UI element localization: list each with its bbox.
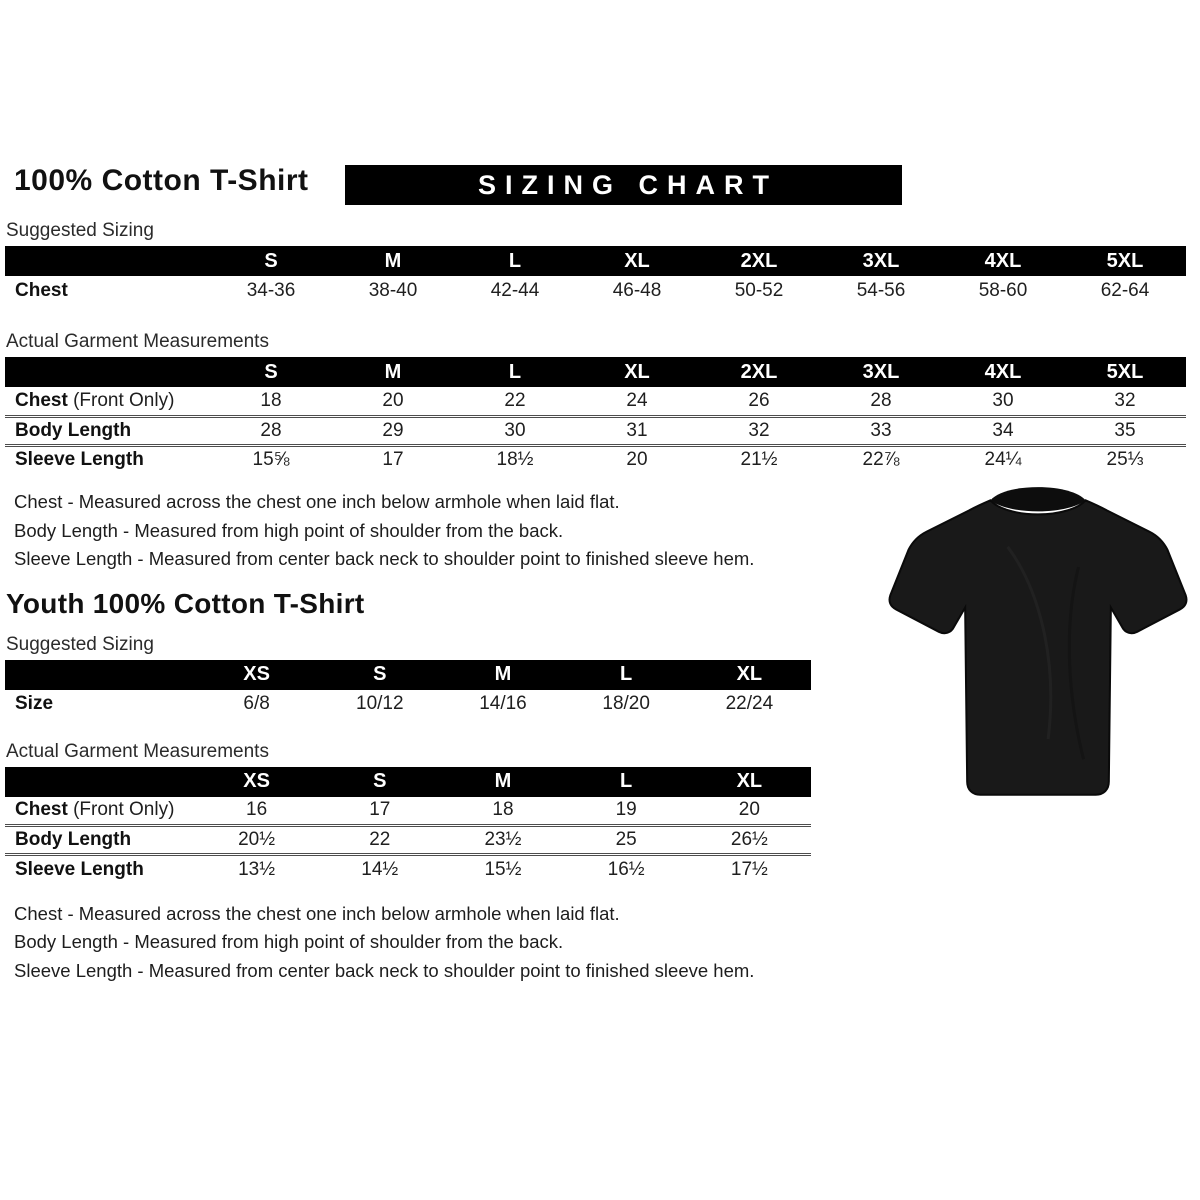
cell: 24: [626, 389, 648, 411]
note-chest: Chest - Measured across the chest one inch below armhole when laid flat.: [14, 902, 620, 924]
size-header: 5XL: [1064, 246, 1186, 276]
table-header-row: [5, 660, 811, 690]
table-row-chest: [5, 387, 1186, 416]
note-chest: Chest - Measured across the chest one inch below armhole when laid flat.: [14, 491, 620, 512]
cell: 18: [492, 799, 514, 821]
size-header: XL: [688, 767, 811, 797]
cell: 18/20: [602, 693, 650, 714]
cell: 42-44: [490, 279, 540, 301]
size-header: S: [318, 660, 441, 690]
note-sleeve-length: Sleeve Length - Measured from center back neck to shoulder point to finished sleeve hem.: [14, 959, 755, 981]
size-header: M: [441, 767, 564, 797]
cell: 14/16: [479, 693, 527, 714]
adult-suggested-sizing-table: [5, 246, 1186, 305]
cell: 20: [738, 799, 760, 821]
adult-suggested-sizing-label: Suggested Sizing: [6, 220, 154, 241]
cell: 15½: [441, 855, 564, 884]
size-header-blank: [5, 246, 210, 276]
cell: 6/8: [243, 693, 270, 714]
cell: 16½: [565, 855, 688, 884]
cell: 10/12: [356, 693, 404, 714]
size-header: XL: [576, 357, 698, 387]
table-row-sleeve-length: [5, 855, 811, 884]
size-header: L: [454, 357, 576, 387]
sizing-chart-banner: [345, 165, 902, 205]
size-header: 4XL: [942, 246, 1064, 276]
tshirt-icon: [885, 476, 1191, 820]
cell: 18½: [454, 445, 576, 474]
cell: 35: [1064, 416, 1186, 445]
youth-actual-measurements-label: Actual Garment Measurements: [6, 740, 269, 762]
cell: 25⅓: [1064, 445, 1186, 474]
row-label: Size: [15, 693, 54, 714]
size-header: 3XL: [820, 246, 942, 276]
cell: 17: [369, 799, 391, 821]
size-header: XL: [688, 660, 811, 690]
size-header: S: [210, 357, 332, 387]
cell: 20: [382, 389, 404, 411]
cell: 26½: [688, 826, 811, 855]
size-header: 2XL: [698, 357, 820, 387]
adult-actual-measurements-table: [5, 357, 1186, 474]
size-header: S: [318, 767, 441, 797]
size-header: L: [565, 660, 688, 690]
size-header: M: [441, 660, 564, 690]
cell: 50-52: [734, 279, 784, 301]
table-row-chest: [5, 797, 811, 826]
youth-measurement-notes: [14, 900, 1200, 986]
cell: 20: [576, 445, 698, 474]
table-row-body-length: [5, 826, 811, 855]
cell: 22: [504, 389, 526, 411]
youth-actual-measurements-table: [5, 767, 811, 884]
cell: 25: [565, 826, 688, 855]
size-header-blank: [5, 357, 210, 387]
row-label: Sleeve Length: [5, 855, 195, 884]
cell: 19: [615, 799, 637, 821]
cell: 54-56: [856, 279, 906, 301]
size-header: M: [332, 246, 454, 276]
size-header: L: [454, 246, 576, 276]
row-label: Body Length: [5, 416, 210, 445]
cell: 34-36: [246, 279, 296, 301]
size-header: S: [210, 246, 332, 276]
youth-suggested-sizing-table: [5, 660, 811, 719]
cell: 62-64: [1100, 279, 1150, 301]
size-header-blank: [5, 660, 195, 690]
row-label: Body Length: [5, 826, 195, 855]
cell: 16: [246, 799, 268, 821]
cell: 21½: [698, 445, 820, 474]
cell: 22: [318, 826, 441, 855]
table-header-row: [5, 246, 1186, 276]
adult-actual-measurements-label: Actual Garment Measurements: [6, 331, 269, 352]
row-label: Sleeve Length: [5, 445, 210, 474]
size-header: 5XL: [1064, 357, 1186, 387]
size-header: 4XL: [942, 357, 1064, 387]
header-row: [0, 164, 1200, 214]
cell: 31: [576, 416, 698, 445]
cell: 30: [454, 416, 576, 445]
cell: 32: [698, 416, 820, 445]
cell: 34: [942, 416, 1064, 445]
table-row-chest: [5, 276, 1186, 305]
cell: 24¼: [942, 445, 1064, 474]
note-body-length: Body Length - Measured from high point of shoulder from the back.: [14, 931, 564, 952]
cell: 46-48: [612, 279, 662, 301]
row-label: Chest: [15, 279, 68, 301]
size-header-blank: [5, 767, 195, 797]
table-header-row: [5, 767, 811, 797]
row-label: Chest (Front Only): [15, 389, 175, 411]
size-header: XS: [195, 660, 318, 690]
tshirt-image: [885, 476, 1191, 820]
size-header: M: [332, 357, 454, 387]
cell: 30: [992, 389, 1014, 411]
cell: 23½: [441, 826, 564, 855]
table-row-body-length: [5, 416, 1186, 445]
size-header: XL: [576, 246, 698, 276]
table-row-sleeve-length: [5, 445, 1186, 474]
size-header: L: [565, 767, 688, 797]
cell: 28: [210, 416, 332, 445]
cell: 17: [332, 445, 454, 474]
sizing-chart-banner-text: SIZING CHART: [478, 169, 778, 200]
size-header: 2XL: [698, 246, 820, 276]
cell: 58-60: [978, 279, 1028, 301]
size-header: 3XL: [820, 357, 942, 387]
cell: 32: [1114, 389, 1136, 411]
cell: 28: [870, 389, 892, 411]
cell: 22/24: [725, 693, 774, 714]
cell: 20½: [195, 826, 318, 855]
table-header-row: [5, 357, 1186, 387]
table-row-size: [5, 690, 811, 719]
note-body-length: Body Length - Measured from high point of shoulder from the back.: [14, 519, 564, 541]
cell: 22⅞: [820, 445, 942, 474]
page-title: 100% Cotton T-Shirt: [14, 164, 309, 197]
cell: 18: [260, 389, 282, 411]
note-sleeve-length: Sleeve Length - Measured from center back neck to shoulder point to finished sleeve hem.: [14, 548, 755, 569]
cell: 29: [332, 416, 454, 445]
youth-section-title: Youth 100% Cotton T-Shirt: [6, 587, 365, 619]
size-header: XS: [195, 767, 318, 797]
row-label: Chest (Front Only): [15, 799, 175, 821]
cell: 38-40: [368, 279, 418, 301]
cell: 13½: [195, 855, 318, 884]
cell: 15⅝: [210, 445, 332, 474]
cell: 17½: [688, 855, 811, 884]
cell: 26: [748, 389, 770, 411]
youth-suggested-sizing-label: Suggested Sizing: [6, 633, 154, 655]
cell: 14½: [318, 855, 441, 884]
cell: 33: [820, 416, 942, 445]
